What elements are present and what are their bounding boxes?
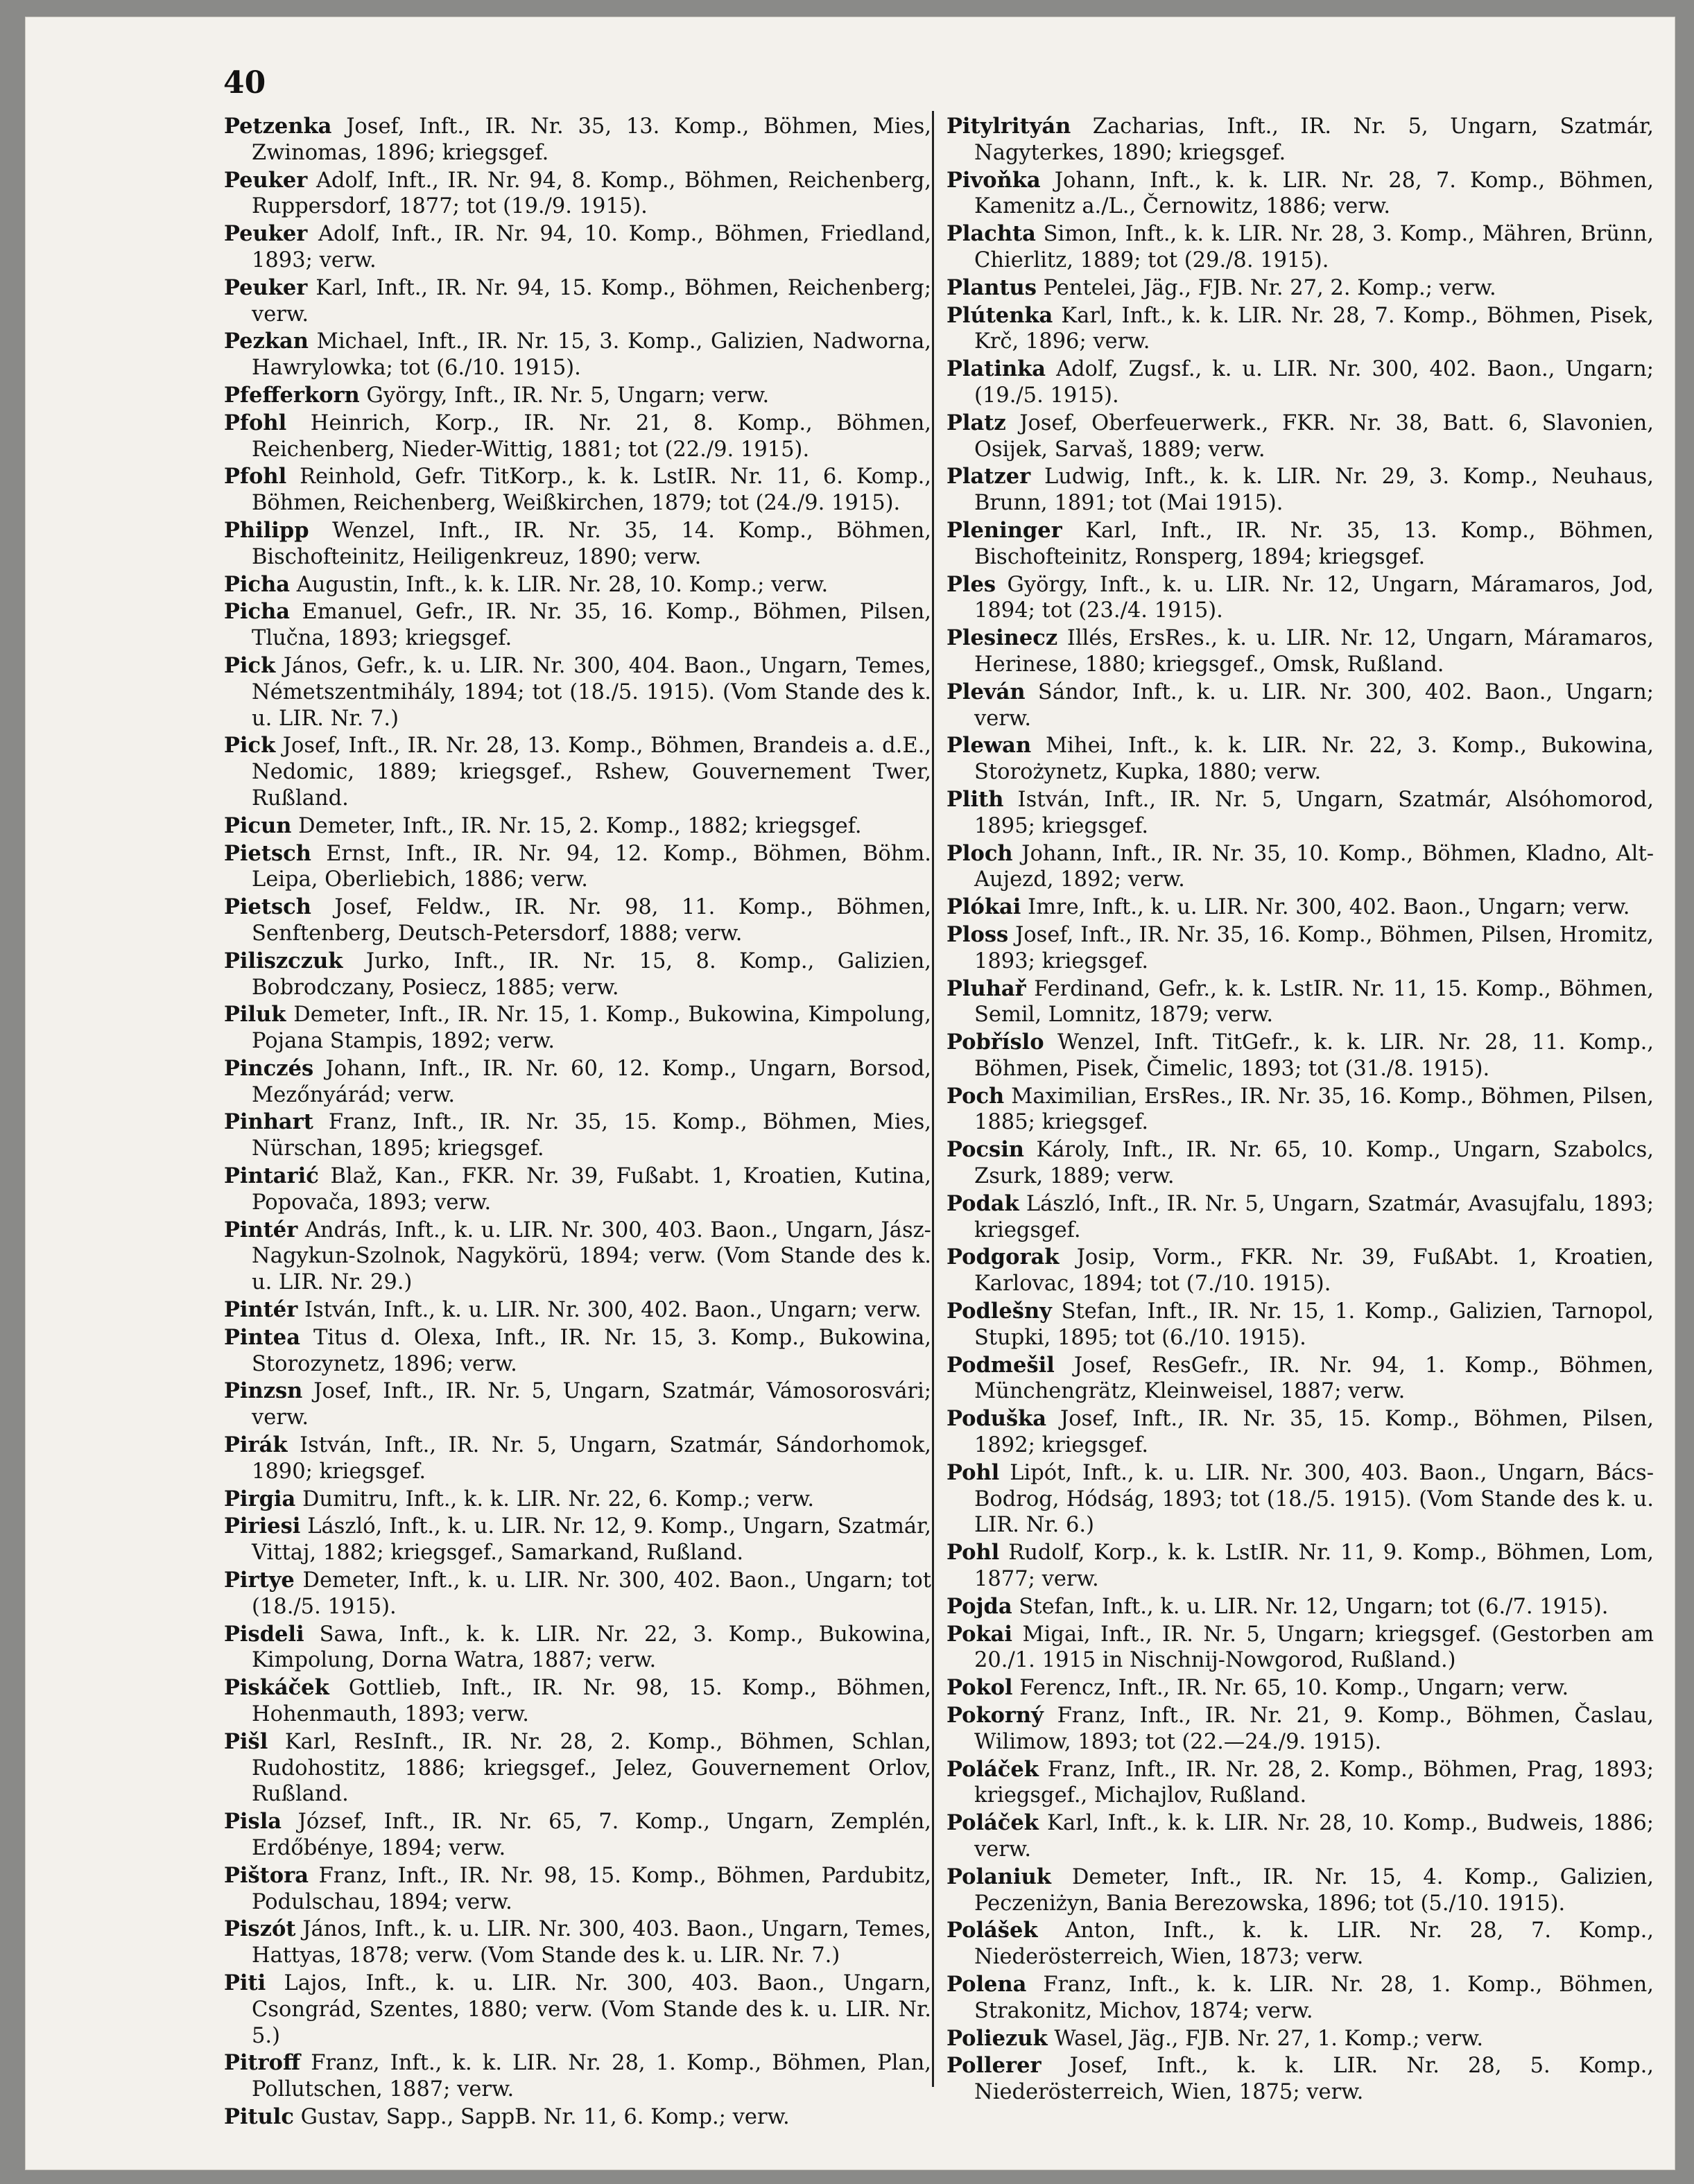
casualty-entry (224, 894, 931, 947)
entry-details: Emanuel, Gefr., IR. Nr. 35, 16. Komp., Böhmen, Pilsen, Tlučna, 1893; kriegsgef. (252, 600, 931, 651)
entry-surname: Pfohl (224, 464, 287, 489)
entry-surname: Pirgia (224, 1486, 296, 1511)
casualty-entry (947, 1353, 1654, 1405)
entry-details: Karl, Inft., k. k. LIR. Nr. 28, 7. Komp., Böhmen, Pisek, Krč, 1896; verw. (974, 303, 1654, 354)
casualty-entry (224, 1568, 931, 1620)
entry-surname: Pezkan (224, 329, 309, 354)
entry-details: Karl, Inft., IR. Nr. 35, 13. Komp., Böhmen, Bischofteinitz, Ronsperg, 1894; kriegsgef. (974, 518, 1654, 569)
entry-surname: Polaniuk (947, 1864, 1051, 1889)
casualty-entry (224, 518, 931, 571)
casualty-entry (947, 1406, 1654, 1459)
casualty-entry (947, 410, 1654, 463)
entry-details: Augustin, Inft., k. k. LIR. Nr. 28, 10. Komp.; verw. (296, 572, 829, 597)
entry-details: Lipót, Inft., k. u. LIR. Nr. 300, 403. Baon., Ungarn, Bács-Bodrog, Hódság, 1893; tot (18./5. 1915). (Vom Stande des k. u. LIR. Nr. 6.) (974, 1460, 1654, 1538)
entry-surname: Piriesi (224, 1514, 301, 1539)
casualty-entry (224, 841, 931, 894)
entry-details: Heinrich, Korp., IR. Nr. 21, 8. Komp., Böhmen, Reichenberg, Nieder-Wittig, 1881; tot (22./9. 1915). (252, 410, 931, 462)
entry-details: Blaž, Kan., FKR. Nr. 39, Fußabt. 1, Kroatien, Kutina, Popovača, 1893; verw. (252, 1164, 931, 1215)
casualty-entry (224, 1970, 931, 2049)
casualty-entry (947, 1675, 1654, 1701)
entry-surname: Pollerer (947, 2053, 1042, 2079)
casualty-entry (224, 1217, 931, 1296)
entry-details: Lajos, Inft., k. u. LIR. Nr. 300, 403. Baon., Ungarn, Csongrád, Szentes, 1880; verw. (Vom Stande des k. u. LIR. Nr. 5.) (252, 1970, 931, 2048)
casualty-entry (224, 1297, 931, 1324)
page-number: 40 (223, 65, 266, 101)
entry-surname: Pisdeli (224, 1621, 304, 1647)
entry-details: Wenzel, Inft. TitGefr., k. k. LIR. Nr. 28, 11. Komp., Böhmen, Pisek, Čimelic, 1893; tot (31./8. 1915). (974, 1030, 1654, 1081)
entry-surname: Podlešny (947, 1299, 1052, 1324)
entry-details: Zacharias, Inft., IR. Nr. 5, Ungarn, Szatmár, Nagyterkes, 1890; kriegsgef. (974, 114, 1654, 165)
casualty-entry (947, 894, 1654, 921)
entry-details: Michael, Inft., IR. Nr. 15, 3. Komp., Galizien, Nadworna, Hawrylowka; tot (6./10. 1915). (252, 329, 931, 381)
entry-surname: Pojda (947, 1593, 1012, 1619)
casualty-entry (947, 922, 1654, 975)
entry-surname: Plith (947, 786, 1004, 812)
entry-details: Wenzel, Inft., IR. Nr. 35, 14. Komp., Böhmen, Bischofteinitz, Heiligenkreuz, 1890; verw. (252, 518, 931, 569)
entry-details: Anton, Inft., k. k. LIR. Nr. 28, 7. Komp., Niederösterreich, Wien, 1873; verw. (974, 1918, 1654, 1970)
entry-surname: Picun (224, 813, 292, 838)
entry-details: Jurko, Inft., IR. Nr. 15, 8. Komp., Galizien, Bobrodczany, Posiecz, 1885; verw. (252, 948, 931, 1000)
entry-surname: Pinczés (224, 1055, 314, 1081)
entry-surname: Polena (947, 1971, 1027, 1997)
casualty-entry (224, 1378, 931, 1431)
casualty-entry (947, 1030, 1654, 1082)
casualty-entry (224, 1514, 931, 1566)
casualty-entry (947, 1084, 1654, 1136)
casualty-entry (224, 114, 931, 166)
entry-surname: Picha (224, 571, 291, 597)
casualty-entry (947, 221, 1654, 274)
entry-surname: Pluhař (947, 976, 1026, 1001)
casualty-entry (224, 1916, 931, 1969)
entry-surname: Pivoňka (947, 167, 1041, 193)
entry-details: Johann, Inft., k. k. LIR. Nr. 28, 7. Komp., Böhmen, Kamenitz a./L., Černowitz, 1886; verw. (974, 168, 1654, 219)
left-column (224, 114, 931, 2132)
entry-details: Ernst, Inft., IR. Nr. 94, 12. Komp., Böhmen, Böhm. Leipa, Oberliebich, 1886; verw. (252, 841, 931, 892)
entry-details: Adolf, Inft., IR. Nr. 94, 10. Komp., Böhmen, Friedland, 1893; verw. (252, 222, 931, 272)
right-column (947, 114, 1654, 2107)
entry-surname: Pirák (224, 1432, 288, 1458)
entry-surname: Pobříslo (947, 1030, 1044, 1055)
casualty-entry (947, 679, 1654, 732)
entry-details: Adolf, Zugsf., k. u. LIR. Nr. 300, 402. Baon., Ungarn; (19./5. 1915). (974, 357, 1654, 408)
casualty-entry (947, 1622, 1654, 1674)
entry-details: Maximilian, ErsRes., IR. Nr. 35, 16. Komp., Böhmen, Pilsen, 1885; kriegsgef. (974, 1084, 1654, 1135)
entry-surname: Picha (224, 599, 291, 625)
page (25, 17, 1675, 2170)
entry-surname: Ploch (947, 840, 1013, 866)
casualty-entry (224, 2050, 931, 2103)
entry-details: Josip, Vorm., FKR. Nr. 39, FußAbt. 1, Kroatien, Karlovac, 1894; tot (7./10. 1915). (974, 1245, 1654, 1297)
entry-surname: Plútenka (947, 302, 1053, 328)
casualty-entry (947, 2053, 1654, 2106)
casualty-entry (224, 1809, 931, 1862)
casualty-entry (947, 1810, 1654, 1863)
entry-details: Reinhold, Gefr. TitKorp., k. k. LstIR. Nr. 11, 6. Komp., Böhmen, Reichenberg, Weißkirchen, 1879; tot (24./9. 1915). (252, 465, 931, 516)
entry-surname: Pleván (947, 679, 1026, 704)
entry-details: Josef, Inft., IR. Nr. 35, 13. Komp., Böhmen, Mies, Zwinomas, 1896; kriegsgef. (252, 114, 931, 165)
entry-details: János, Inft., k. u. LIR. Nr. 300, 403. Baon., Ungarn, Temes, Hattyas, 1878; verw. (Vom Stande des k. u. LIR. Nr. 7.) (252, 1917, 931, 1968)
casualty-entry (947, 168, 1654, 220)
casualty-entry (947, 1245, 1654, 1297)
casualty-entry (224, 813, 931, 840)
entry-surname: Pokorný (947, 1703, 1044, 1728)
entry-details: Gustav, Sapp., SappB. Nr. 11, 6. Komp.; verw. (300, 2104, 790, 2129)
casualty-entry (947, 275, 1654, 302)
casualty-entry (224, 1002, 931, 1055)
entry-surname: Peuker (224, 221, 308, 247)
casualty-entry (224, 948, 931, 1001)
casualty-entry (947, 787, 1654, 840)
entry-surname: Pocsin (947, 1137, 1024, 1163)
casualty-entry (947, 1299, 1654, 1351)
entry-details: Karl, ResInft., IR. Nr. 28, 2. Komp., Böhmen, Schlan, Rudohostitz, 1886; kriegsgef., Jelez, Gouvernement Orlov, Rußland. (252, 1729, 931, 1807)
entry-details: Mihei, Inft., k. k. LIR. Nr. 22, 3. Komp., Bukowina, Storożynetz, Kupka, 1880; verw. (974, 734, 1654, 785)
entry-surname: Poch (947, 1083, 1005, 1109)
entry-surname: Pintarić (224, 1163, 319, 1189)
entry-surname: Plókai (947, 894, 1021, 920)
casualty-entry (224, 1163, 931, 1216)
entry-surname: Pick (224, 652, 276, 678)
entry-surname: Pinhart (224, 1109, 313, 1135)
entry-surname: Piszót (224, 1916, 296, 1942)
entry-details: Franz, Inft., IR. Nr. 35, 15. Komp., Böhmen, Mies, Nürschan, 1895; kriegsgef. (252, 1110, 931, 1161)
entry-surname: Peuker (224, 275, 308, 300)
entry-surname: Piti (224, 1970, 266, 1995)
entry-surname: Plantus (947, 275, 1037, 300)
entry-surname: Plesinecz (947, 625, 1058, 651)
entry-details: Josef, Oberfeuerwerk., FKR. Nr. 38, Batt. 6, Slavonien, Osijek, Sarvaš, 1889; verw. (974, 410, 1654, 462)
casualty-entry (947, 1864, 1654, 1917)
casualty-entry (224, 1109, 931, 1162)
entry-surname: Pleninger (947, 517, 1062, 543)
entry-surname: Pirtye (224, 1568, 295, 1593)
entry-surname: Plachta (947, 221, 1036, 247)
entry-surname: Pitroff (224, 2050, 301, 2076)
entry-details: László, Inft., IR. Nr. 5, Ungarn, Szatmár, Avasujfalu, 1893; kriegsgef. (974, 1191, 1654, 1242)
casualty-entry (947, 976, 1654, 1029)
casualty-entry (947, 733, 1654, 786)
entry-details: Ferencz, Inft., IR. Nr. 65, 10. Komp., Ungarn; verw. (1019, 1676, 1569, 1701)
entry-details: Johann, Inft., IR. Nr. 35, 10. Komp., Böhmen, Kladno, Alt-Aujezd, 1892; verw. (974, 841, 1654, 892)
casualty-entry (947, 1757, 1654, 1810)
entry-details: Josef, Inft., IR. Nr. 5, Ungarn, Szatmár, Vámosorosvári; verw. (252, 1379, 931, 1430)
casualty-entry (224, 599, 931, 652)
column-divider (932, 111, 934, 2087)
entry-surname: Pohl (947, 1540, 1000, 1566)
entry-surname: Piskáček (224, 1675, 329, 1701)
entry-surname: Pintér (224, 1297, 298, 1323)
entry-surname: Pitulc (224, 2104, 294, 2129)
entry-details: Sawa, Inft., k. k. LIR. Nr. 22, 3. Komp., Bukowina, Kimpolung, Dorna Watra, 1887; verw. (252, 1622, 931, 1673)
entry-details: István, Inft., IR. Nr. 5, Ungarn, Szatmár, Sándorhomok, 1890; kriegsgef. (252, 1433, 931, 1484)
entry-details: Demeter, Inft., IR. Nr. 15, 2. Komp., 1882; kriegsgef. (298, 813, 862, 838)
casualty-entry (224, 1056, 931, 1109)
entry-surname: Pokol (947, 1675, 1013, 1701)
casualty-entry (224, 464, 931, 517)
entry-details: István, Inft., k. u. LIR. Nr. 300, 402. Baon., Ungarn; verw. (304, 1298, 922, 1323)
entry-details: Josef, ResGefr., IR. Nr. 94, 1. Komp., Böhmen, Münchengrätz, Kleinweisel, 1887; verw. (974, 1353, 1654, 1404)
entry-surname: Podgorak (947, 1245, 1060, 1270)
casualty-entry (224, 1729, 931, 1808)
entry-details: Migai, Inft., IR. Nr. 5, Ungarn; kriegsgef. (Gestorben am 20./1. 1915 in Nischnij-Nowgorod, Rußland.) (974, 1622, 1654, 1673)
entry-surname: Pintér (224, 1217, 298, 1242)
entry-surname: Piliszczuk (224, 948, 343, 973)
entry-details: Simon, Inft., k. k. LIR. Nr. 28, 3. Komp., Mähren, Brünn, Chierlitz, 1889; tot (29./8. 1915). (974, 222, 1654, 272)
casualty-entry (947, 1972, 1654, 2025)
entry-surname: Pintea (224, 1324, 300, 1350)
casualty-entry (224, 2104, 931, 2131)
entry-details: Stefan, Inft., IR. Nr. 15, 1. Komp., Galizien, Tarnopol, Stupki, 1895; tot (6./10. 1915). (974, 1299, 1654, 1350)
casualty-entry (947, 464, 1654, 517)
casualty-entry (224, 221, 931, 274)
entry-details: Imre, Inft., k. u. LIR. Nr. 300, 402. Baon., Ungarn; verw. (1028, 895, 1630, 920)
casualty-entry (947, 356, 1654, 409)
casualty-entry (947, 518, 1654, 571)
entry-surname: Podak (947, 1190, 1019, 1216)
entry-details: Károly, Inft., IR. Nr. 65, 10. Komp., Ungarn, Szabolcs, Zsurk, 1889; verw. (974, 1138, 1654, 1189)
entry-details: Stefan, Inft., k. u. LIR. Nr. 12, Ungarn; tot (6./7. 1915). (1019, 1594, 1609, 1619)
entry-surname: Ples (947, 571, 996, 597)
entry-details: Franz, Inft., IR. Nr. 98, 15. Komp., Böhmen, Pardubitz, Podulschau, 1894; verw. (252, 1863, 931, 1914)
entry-surname: Podmešil (947, 1352, 1055, 1378)
entry-surname: Poduška (947, 1406, 1047, 1432)
entry-surname: Polášek (947, 1918, 1038, 1943)
entry-details: Sándor, Inft., k. u. LIR. Nr. 300, 402. Baon., Ungarn; verw. (974, 679, 1654, 731)
entry-details: Franz, Inft., k. k. LIR. Nr. 28, 1. Komp., Böhmen, Plan, Pollutschen, 1887; verw. (252, 2051, 932, 2102)
casualty-entry (947, 1703, 1654, 1756)
entry-details: Franz, Inft., k. k. LIR. Nr. 28, 1. Komp., Böhmen, Strakonitz, Michov, 1874; verw. (974, 1972, 1654, 2023)
casualty-entry (947, 1191, 1654, 1244)
entry-details: Johann, Inft., IR. Nr. 60, 12. Komp., Ungarn, Borsod, Mezőnyárád; verw. (252, 1056, 931, 1107)
casualty-entry (224, 410, 931, 463)
entry-surname: Ploss (947, 921, 1009, 947)
entry-details: Ferdinand, Gefr., k. k. LstIR. Nr. 11, 15. Komp., Böhmen, Semil, Lomnitz, 1879; verw. (974, 976, 1654, 1028)
entry-surname: Poliezuk (947, 2025, 1048, 2051)
entry-surname: Petzenka (224, 114, 332, 139)
entry-surname: Platzer (947, 464, 1031, 489)
entry-surname: Pitylrityán (947, 114, 1071, 139)
entry-surname: Pietsch (224, 840, 311, 866)
entry-surname: Poláček (947, 1810, 1039, 1836)
casualty-entry (947, 572, 1654, 625)
entry-details: Demeter, Inft., IR. Nr. 15, 4. Komp., Galizien, Peczeniżyn, Bania Berezowska, 1896; tot (5./10. 1915). (974, 1864, 1654, 1916)
entry-details: József, Inft., IR. Nr. 65, 7. Komp., Ungarn, Zemplén, Erdőbénye, 1894; verw. (252, 1810, 931, 1860)
casualty-entry (224, 1487, 931, 1513)
casualty-entry (947, 1918, 1654, 1970)
entry-surname: Pietsch (224, 894, 311, 920)
casualty-entry (224, 168, 931, 220)
casualty-entry (947, 2026, 1654, 2052)
entry-details: Demeter, Inft., IR. Nr. 15, 1. Komp., Bukowina, Kimpolung, Pojana Stampis, 1892; verw. (252, 1003, 931, 1054)
entry-details: Demeter, Inft., k. u. LIR. Nr. 300, 402. Baon., Ungarn; tot (18./5. 1915). (252, 1568, 931, 1619)
entry-details: Ludwig, Inft., k. k. LIR. Nr. 29, 3. Komp., Neuhaus, Brunn, 1891; tot (Mai 1915). (974, 465, 1654, 516)
entry-details: Dumitru, Inft., k. k. LIR. Nr. 22, 6. Komp.; verw. (302, 1487, 815, 1511)
entry-surname: Pohl (947, 1459, 1000, 1485)
casualty-entry (224, 329, 931, 381)
casualty-entry (224, 1675, 931, 1728)
entry-details: Josef, Inft., IR. Nr. 35, 15. Komp., Böhmen, Pilsen, 1892; kriegsgef. (974, 1407, 1654, 1458)
entry-details: Illés, ErsRes., k. u. LIR. Nr. 12, Ungarn, Máramaros, Herinese, 1880; kriegsgef., Omsk, Rußland. (974, 626, 1654, 677)
entry-surname: Pokai (947, 1621, 1012, 1647)
casualty-entry (224, 1622, 931, 1674)
entry-details: Titus d. Olexa, Inft., IR. Nr. 15, 3. Komp., Bukowina, Storozynetz, 1896; verw. (252, 1325, 931, 1376)
entry-surname: Pišl (224, 1728, 268, 1754)
casualty-entry (224, 1432, 931, 1485)
casualty-entry (224, 572, 931, 598)
entry-details: Gottlieb, Inft., IR. Nr. 98, 15. Komp., Böhmen, Hohenmauth, 1893; verw. (252, 1676, 932, 1727)
entry-surname: Pfefferkorn (224, 382, 360, 408)
entry-details: János, Gefr., k. u. LIR. Nr. 300, 404. Baon., Ungarn, Temes, Németszentmihály, 1894; tot (18./5. 1915). (Vom Stande des k. u. LIR. Nr. 7.) (252, 653, 931, 731)
entry-details: Adolf, Inft., IR. Nr. 94, 8. Komp., Böhmen, Reichenberg, Ruppersdorf, 1877; tot (19./9. 1915). (252, 168, 931, 219)
entry-surname: Pinzsn (224, 1378, 303, 1404)
entry-details: Josef, Inft., IR. Nr. 28, 13. Komp., Böhmen, Brandeis a. d.E., Nedomic, 1889; kriegsgef., Rshew, Gouvernement Twer, Rußland. (252, 734, 931, 811)
casualty-entry (947, 1137, 1654, 1190)
entry-surname: Pištora (224, 1862, 309, 1888)
entry-details: György, Inft., IR. Nr. 5, Ungarn; verw. (366, 383, 770, 408)
entry-surname: Pfohl (224, 410, 287, 435)
casualty-entry (224, 733, 931, 811)
casualty-entry (947, 1460, 1654, 1539)
casualty-entry (224, 275, 931, 328)
entry-details: Karl, Inft., k. k. LIR. Nr. 28, 10. Komp., Budweis, 1886; verw. (974, 1811, 1654, 1862)
entry-surname: Platz (947, 410, 1006, 435)
entry-details: Franz, Inft., IR. Nr. 21, 9. Komp., Böhmen, Časlau, Wilimow, 1893; tot (22.—24./9. 1915). (974, 1704, 1654, 1754)
casualty-entry (947, 114, 1654, 166)
entry-surname: Pisla (224, 1809, 282, 1835)
casualty-entry (947, 1594, 1654, 1620)
entry-surname: Poláček (947, 1756, 1039, 1782)
entry-details: Josef, Feldw., IR. Nr. 98, 11. Komp., Böhmen, Senftenberg, Deutsch-Petersdorf, 1888; verw. (252, 895, 931, 946)
entry-details: Pentelei, Jäg., FJB. Nr. 27, 2. Komp.; verw. (1043, 275, 1496, 300)
entry-details: Wasel, Jäg., FJB. Nr. 27, 1. Komp.; verw. (1054, 2026, 1484, 2051)
entry-surname: Peuker (224, 167, 308, 193)
casualty-entry (947, 303, 1654, 356)
casualty-entry (224, 653, 931, 731)
casualty-entry (224, 1325, 931, 1378)
entry-details: András, Inft., k. u. LIR. Nr. 300, 403. Baon., Ungarn, Jász-Nagykun-Szolnok, Nagykörü, 1894; verw. (Vom Stande des k. u. LIR. Nr. 29.) (252, 1217, 931, 1295)
entry-details: György, Inft., k. u. LIR. Nr. 12, Ungarn, Máramaros, Jod, 1894; tot (23./4. 1915). (974, 572, 1654, 623)
entry-details: László, Inft., k. u. LIR. Nr. 12, 9. Komp., Ungarn, Szatmár, Vittaj, 1882; kriegsgef., Samarkand, Rußland. (252, 1514, 931, 1566)
entry-surname: Platinka (947, 356, 1046, 382)
entry-surname: Piluk (224, 1002, 286, 1028)
entry-surname: Pick (224, 733, 276, 759)
casualty-entry (224, 1863, 931, 1916)
entry-details: Rudolf, Korp., k. k. LstIR. Nr. 11, 9. Komp., Böhmen, Lom, 1877; verw. (974, 1541, 1654, 1592)
entry-details: Franz, Inft., IR. Nr. 28, 2. Komp., Böhmen, Prag, 1893; kriegsgef., Michajlov, Rußland. (974, 1757, 1654, 1808)
casualty-entry (947, 1540, 1654, 1593)
entry-surname: Plewan (947, 733, 1032, 759)
casualty-entry (947, 841, 1654, 894)
entry-surname: Philipp (224, 517, 309, 543)
entry-details: Josef, Inft., k. k. LIR. Nr. 28, 5. Komp., Niederösterreich, Wien, 1875; verw. (974, 2054, 1654, 2105)
casualty-entry (224, 383, 931, 409)
casualty-entry (947, 625, 1654, 678)
entry-details: Karl, Inft., IR. Nr. 94, 15. Komp., Böhmen, Reichenberg; verw. (252, 275, 931, 327)
entry-details: Josef, Inft., IR. Nr. 35, 16. Komp., Böhmen, Pilsen, Hromitz, 1893; kriegsgef. (974, 922, 1654, 973)
entry-details: István, Inft., IR. Nr. 5, Ungarn, Szatmár, Alsóhomorod, 1895; kriegsgef. (974, 787, 1654, 838)
